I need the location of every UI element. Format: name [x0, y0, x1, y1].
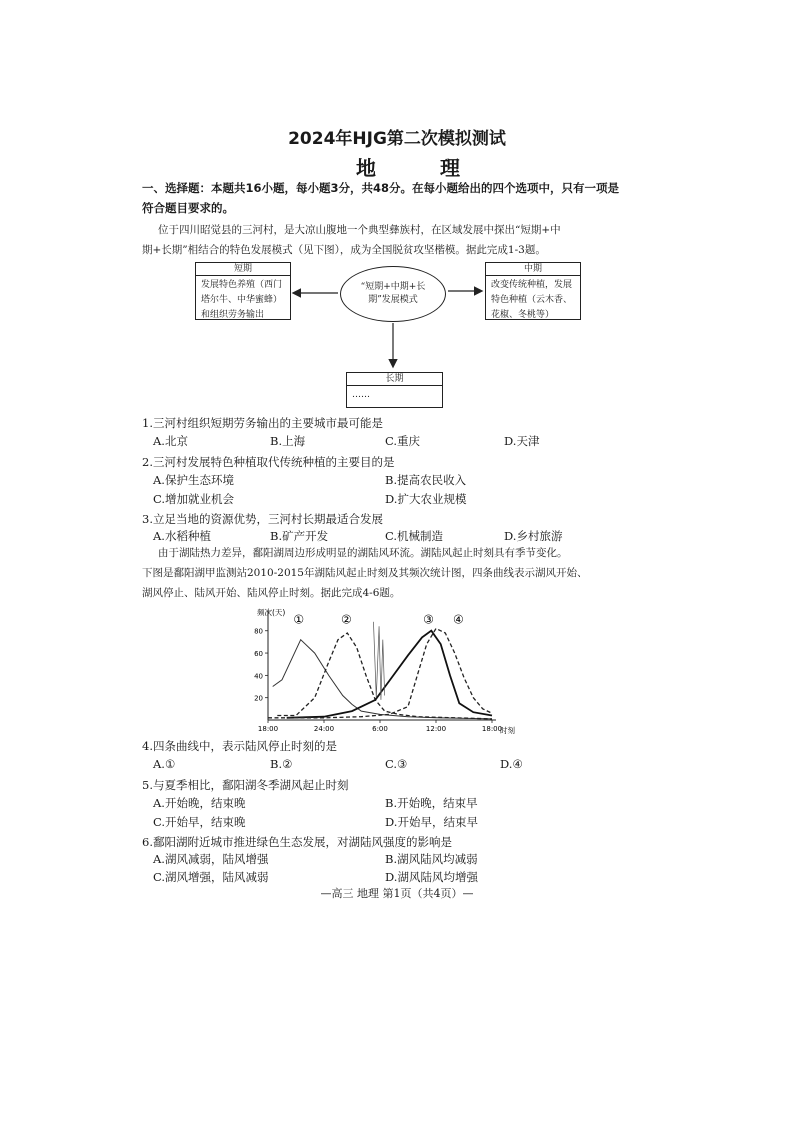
- exam-title: 2024年HJG第二次模拟测试: [288, 129, 506, 149]
- curve-label-2: ②: [341, 612, 352, 627]
- lake-land-breeze-chart: [240, 600, 530, 740]
- q3-stem: 3.立足当地的资源优势，三河村长期最适合发展: [142, 512, 383, 526]
- q1-stem: 1.三河村组织短期劳务输出的主要城市最可能是: [142, 416, 383, 430]
- q2-option-b[interactable]: B.提高农民收入: [385, 473, 467, 487]
- q6-option-b[interactable]: B.湖风陆风均减弱: [385, 852, 478, 866]
- x-tick-label: 6:00: [372, 725, 388, 733]
- q5-option-a[interactable]: A.开始晚，结束晚: [153, 796, 246, 810]
- q3-option-b[interactable]: B.矿产开发: [270, 529, 329, 543]
- page-footer: —高三 地理 第1页（共4页）—: [320, 887, 474, 900]
- q2-option-d[interactable]: D.扩大农业规模: [385, 492, 467, 506]
- q4-option-b[interactable]: B.②: [270, 757, 293, 771]
- subject-title: 地 理: [356, 156, 482, 180]
- q6-stem: 6.鄱阳湖附近城市推进绿色生态发展，对湖陆风强度的影响是: [142, 835, 452, 849]
- section-instruction-line2: 符合题目要求的。: [142, 201, 234, 215]
- y-tick-label: 80: [254, 627, 263, 636]
- mid-term-body: 改变传统种植，发展特色种植（云木香、花椒、冬桃等）: [491, 280, 573, 320]
- mid-term-title: 中期: [486, 263, 580, 276]
- q3-option-c[interactable]: C.机械制造: [385, 529, 444, 543]
- q1-option-d[interactable]: D.天津: [504, 434, 540, 448]
- chart-ylabel: 频次(天): [257, 608, 286, 617]
- short-term-title: 短期: [196, 263, 290, 276]
- diagram-arrows: [0, 0, 794, 420]
- q3-option-d[interactable]: D.乡村旅游: [504, 529, 563, 543]
- q2-stem: 2.三河村发展特色种植取代传统种植的主要目的是: [142, 455, 395, 469]
- series-line-3: [287, 631, 492, 718]
- passage1-line1: 位于四川昭觉县的三河村，是大凉山腹地一个典型彝族村，在区域发展中探出“短期+中: [158, 224, 561, 236]
- chart-plot-area: [254, 610, 502, 733]
- curve-label-3: ③: [423, 612, 434, 627]
- curve-label-4: ④: [453, 612, 464, 627]
- center-ellipse-label: “短期+中期+长期”发展模式: [360, 282, 426, 305]
- section-instruction-line1: 一、选择题：本题共16小题，每小题3分，共48分。在每小题给出的四个选项中，只有一项是: [142, 181, 620, 195]
- q3-option-a[interactable]: A.水稻种植: [153, 529, 211, 543]
- series-line-2: [277, 633, 492, 719]
- q4-stem: 4.四条曲线中，表示陆风停止时刻的是: [142, 739, 337, 753]
- q6-option-a[interactable]: A.湖风减弱，陆风增强: [153, 852, 269, 866]
- passage2-line3: 湖风停止、陆风开始、陆风停止时刻。据此完成4-6题。: [142, 587, 401, 599]
- long-term-body: ……: [352, 390, 370, 400]
- q4-option-d[interactable]: D.④: [500, 757, 523, 771]
- passage1-line2: 期+长期”相结合的特色发展模式（见下图），成为全国脱贫攻坚楷模。据此完成1-3题。: [142, 244, 546, 256]
- q5-option-b[interactable]: B.开始晚，结束早: [385, 796, 478, 810]
- q5-stem: 5.与夏季相比，鄱阳湖冬季湖风起止时刻: [142, 778, 349, 792]
- q2-option-c[interactable]: C.增加就业机会: [153, 492, 235, 506]
- q1-option-b[interactable]: B.上海: [270, 434, 306, 448]
- chart-xlabel: 时刻: [500, 726, 515, 735]
- x-tick-label: 18:00: [257, 725, 279, 733]
- curve-label-1: ①: [293, 612, 305, 627]
- passage2-line1: 由于湖陆热力差异，鄱阳湖周边形成明显的湖陆风环流。湖陆风起止时刻具有季节变化。: [158, 547, 568, 559]
- x-tick-label: 24:00: [313, 725, 335, 733]
- x-tick-label: 18:00: [481, 725, 503, 733]
- short-term-body: 发展特色养殖（西门塔尔牛、中华蜜蜂）和组织劳务输出: [201, 280, 283, 320]
- q5-option-c[interactable]: C.开始早，结束晚: [153, 815, 246, 829]
- q2-option-a[interactable]: A.保护生态环境: [153, 473, 234, 487]
- q6-option-d[interactable]: D.湖风陆风均增强: [385, 870, 478, 884]
- y-tick-label: 20: [254, 694, 263, 703]
- q1-option-a[interactable]: A.北京: [153, 434, 188, 448]
- q4-option-c[interactable]: C.③: [385, 757, 408, 771]
- passage2-line2: 下图是鄱阳湖甲监测站2010-2015年湖陆风起止时刻及其频次统计图，四条曲线表示湖风开始、: [142, 567, 588, 579]
- q4-option-a[interactable]: A.①: [153, 757, 176, 771]
- q1-option-c[interactable]: C.重庆: [385, 434, 421, 448]
- q6-option-c[interactable]: C.湖风增强，陆风减弱: [153, 870, 269, 884]
- y-tick-label: 60: [254, 650, 263, 659]
- long-term-title: 长期: [347, 373, 442, 386]
- x-tick-label: 12:00: [425, 725, 447, 733]
- y-tick-label: 40: [254, 672, 263, 681]
- q5-option-d[interactable]: D.开始早，结束早: [385, 815, 478, 829]
